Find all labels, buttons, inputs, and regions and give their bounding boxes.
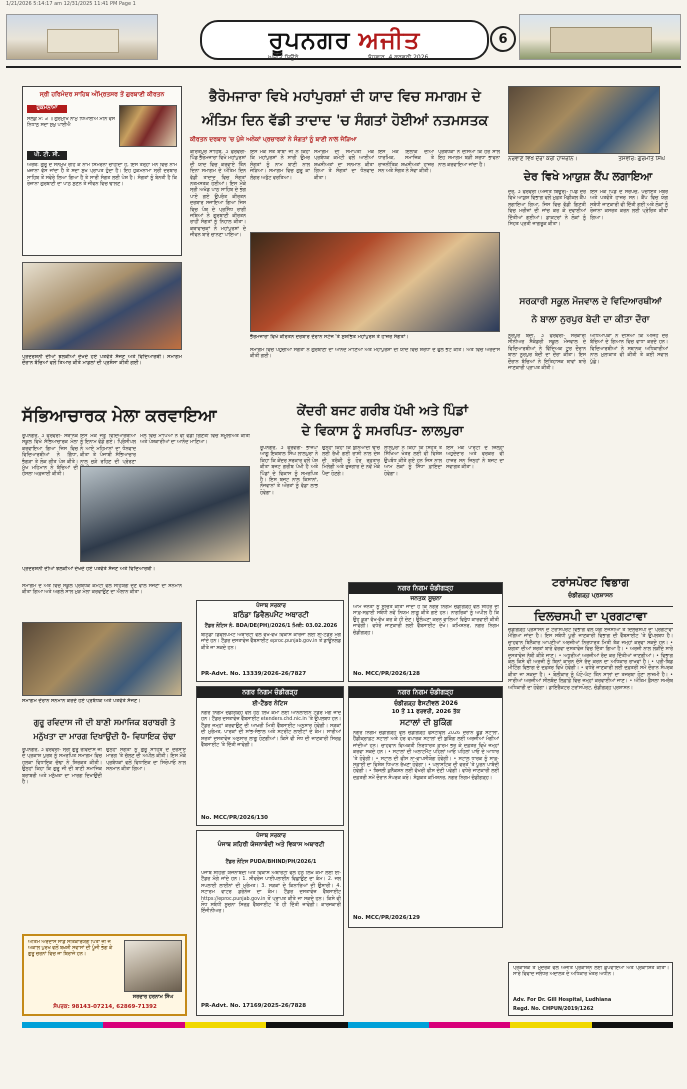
mcc3-no: No. MCC/PR/2026/130	[201, 815, 269, 821]
kirtan-darbar-photo	[250, 232, 500, 332]
event-photo-caption: ਸਮਾਗਮ ਦੌਰਾਨ ਸਨਮਾਨ ਕਰਦੇ ਹੋਏ ਪ੍ਰਬੰਧਕ ਅਤੇ ਪਤਵੰਤੇ ਸੱਜਣ।	[22, 698, 141, 704]
obituary-ad	[22, 934, 187, 1016]
kirtan-photo-caption: ਭੈਰੋਮਜਾਰਾ ਵਿਖੇ ਕੀਰਤਨ ਦਰਬਾਰ ਦੌਰਾਨ ਸਟੇਜ 'ਤੇ ਸੁਸ਼ੋਭਿਤ ਮਹਾਂਪੁਰਸ਼ ਤੇ ਹਾਜ਼ਰ ਸੰਗਤਾਂ।	[250, 334, 409, 340]
page-number: 6	[490, 26, 516, 52]
bda-title: ਪੰਜਾਬ ਸਰਕਾਰ	[256, 603, 286, 609]
bda-tender-ad	[196, 600, 344, 682]
bda-tender-no: ਟੈਂਡਰ ਨੋਟਿਸ ਨੰ. BDA/DE(PH)/2026/1 ਮਿਤੀ: 03.02.2026	[204, 623, 338, 629]
lead-text-col4: ਇਸ ਮੌਕੇ ਇਲਾਕੇ ਦੀਆਂ ਧਾਰਮਿਕ, ਸਮਾਜਿਕ ਤੇ ਰਾਜਨੀਤਿਕ ਸ਼ਖ਼ਸੀਅਤਾਂ ਹਾਜ਼ਰ ਸਨ ਅਤੇ ਸੰਗਤ ਨੇ ਸੇਵਾ ਕੀਤੀ।	[378, 150, 434, 175]
mcc3-sub: ਈ-ਟੈਂਡਰ ਨੋਟਿਸ	[252, 700, 288, 707]
mcc-notice-2	[348, 686, 503, 928]
students-photo-caption: ਪ੍ਰਦਰਸ਼ਨੀ ਦੀਆਂ ਝਲਕੀਆਂ ਦੇਖਦੇ ਹੋਏ ਪਤਵੰਤੇ ਸੱਜਣ ਅਤੇ ਵਿਦਿਆਰਥੀ। ਸਮਾਗਮ ਦੌਰਾਨ ਬੱਚਿਆਂ ਵਲੋਂ ਤਿਆਰ ਕੀਤੇ ਮਾਡਲਾਂ ਦੀ ਪ੍ਰਸ਼ੰਸਾ ਕੀਤੀ ਗਈ।	[22, 354, 182, 367]
culture-photo	[80, 466, 250, 562]
obituary-phone: ਸੰਪਰਕ: 98143-07214, 62869-71392	[53, 1004, 157, 1010]
lead-text-bottom: ਸਮਾਗਮ ਵਿਚ ਪਹੁੰਚੀਆਂ ਸੰਗਤਾਂ ਨੇ ਗੁਰਬਾਣੀ ਦਾ ਆਨੰਦ ਮਾਣਿਆ ਅਤੇ ਮਹਾਂਪੁਰਸ਼ਾਂ ਦੀ ਯਾਦ ਵਿਚ ਸ਼ਰਧਾ ਦੇ ਫੁੱਲ ਭੇਟ ਕੀਤੇ। ਅੰਤ ਵਿਚ ਅਰਦਾਸ ਕੀਤੀ ਗਈ।	[250, 348, 500, 360]
gurbani-sub: ਹੁਕਮਨਾਮਾ	[27, 105, 67, 113]
gurbani-text: ਸਲੋਕੁ ਮ: ੩ ॥ ਗੁਰਮੁਖਿ ਨਾਮੁ ਧਿਆਈਐ ਮਨਿ ਵਸੈ ਨਿਧਾਨੁ ਸਦਾ ਸੁਖੁ ਪਾਈਐ	[27, 117, 115, 129]
mcc1-body: ਆਮ ਜਨਤਾ ਨੂੰ ਸੂਚਿਤ ਕੀਤਾ ਜਾਂਦਾ ਹੈ ਕਿ ਨਗਰ ਨਿਗਮ ਚੰਡੀਗੜ੍ਹ ਵਲੋਂ ਸ਼ਹਿਰ ਦੀ ਸਾਫ਼-ਸਫ਼ਾਈ ਸਬੰਧੀ ਨਵੇਂ ਨਿਯਮ ਲਾਗੂ ਕੀਤੇ ਗਏ ਹਨ। ਨਾਗਰਿਕਾਂ ਨੂੰ ਅਪੀਲ ਹੈ ਕਿ ਉਹ ਕੂੜਾ ਵੱਖ-ਵੱਖ ਕਰ ਕੇ ਹੀ ਦੇਣ। ਉਲੰਘਣਾ ਕਰਨ ਵਾਲਿਆਂ ਵਿਰੁੱਧ ਕਾਰਵਾਈ ਕੀਤੀ ਜਾਵੇਗੀ। ਵਧੇਰੇ ਜਾਣਕਾਰੀ ਲਈ ਵੈੱਬਸਾਈਟ ਦੇਖੋ। ਕਮਿਸ਼ਨਰ, ਨਗਰ ਨਿਗਮ ਚੰਡੀਗੜ੍ਹ।	[353, 605, 499, 636]
budget-text-col1: ਰੂਪਨਗਰ, 3 ਫਰਵਰੀ- ਭਾਜਪਾ ਆਗੂ ਇਕਬਾਲ ਸਿੰਘ ਲਾਲਪੁਰਾ ਨੇ ਕਿਹਾ ਕਿ ਕੇਂਦਰ ਸਰਕਾਰ ਵਲੋਂ ਪੇਸ਼ ਕੀਤਾ ਬਜਟ ਗਰੀਬ ਪੱਖੀ ਹੈ ਅਤੇ ਪਿੰਡਾਂ ਦੇ ਵਿਕਾਸ ਨੂੰ ਸਮਰਪਿਤ ਹੈ। ਇਸ ਬਜਟ ਨਾਲ ਕਿਸਾਨਾਂ, ਨੌਜਵਾਨਾਂ ਤੇ ਔਰਤਾਂ ਨੂੰ ਵੱਡਾ ਲਾਭ ਹੋਵੇਗਾ।	[260, 446, 318, 496]
lead-headline-2: ਅੰਤਿਮ ਦਿਨ ਵੱਡੀ ਤਾਦਾਦ 'ਚ ਸੰਗਤਾਂ ਹੋਈਆਂ ਨਤਮਸਤਕ	[201, 113, 489, 129]
masthead-left-sub: ਅਜੀਤ ਬਿਊਰੋ	[268, 54, 299, 61]
lead-text-col1: ਕੀਰਤਪੁਰ ਸਾਹਿਬ, 3 ਫਰਵਰੀ- ਪਿੰਡ ਭੈਰੋਮਜਾਰਾ ਵਿਖੇ ਮਹਾਂਪੁਰਸ਼ਾਂ ਦੀ ਯਾਦ ਵਿਚ ਕਰਵਾਏ ਤਿੰਨ ਦਿਨਾ ਸਮਾਗਮ ਦੇ ਅੰਤਿਮ ਦਿਨ ਵੱਡੀ ਤਾਦਾਦ ਵਿਚ ਸੰਗਤਾਂ ਨਤਮਸਤਕ ਹੋਈਆਂ। ਇਸ ਮੌਕੇ ਸ੍ਰੀ ਅਖੰਡ ਪਾਠ ਸਾਹਿਬ ਦੇ ਭੋਗ ਪਾਏ ਗਏ ਉਪਰੰਤ ਕੀਰਤਨ ਦਰਬਾਰ ਸਜਾਇਆ ਗਿਆ ਜਿਸ ਵਿਚ ਪੰਥ ਦੇ ਪ੍ਰਸਿੱਧ ਰਾਗੀ ਜਥਿਆਂ ਨੇ ਗੁਰਬਾਣੀ ਕੀਰਤਨ ਰਾਹੀਂ ਸੰਗਤਾਂ ਨੂੰ ਨਿਹਾਲ ਕੀਤਾ। ਕਥਾਵਾਚਕਾਂ ਨੇ ਮਹਾਂਪੁਰਸ਼ਾਂ ਦੇ ਜੀਵਨ ਬਾਰੇ ਚਾਨਣਾ ਪਾਇਆ।	[190, 150, 246, 239]
lead-kicker: ਕੀਰਤਨ ਦਰਬਾਰ 'ਚ ਪੁੱਜੇ ਅਨੇਕਾਂ ਪ੍ਰਚਾਰਕਾਂ ਨੇ ਸੰਗਤਾਂ ਨੂੰ ਬਾਣੀ ਨਾਲ ਜੋੜਿਆ	[190, 136, 357, 143]
budget-headline-2: ਦੇ ਵਿਕਾਸ ਨੂੰ ਸਮਰਪਿਤ- ਲਾਲਪੁਰਾ	[301, 424, 464, 439]
obituary-text: ਅੰਤਿਮ ਅਰਦਾਸ ਸਾਡੇ ਸਤਿਕਾਰਯੋਗ ਪਿਤਾ ਜੀ ਜੋ ਅਕਾਲ ਪੁਰਖ ਵਲੋਂ ਬਖ਼ਸ਼ੀ ਸਵਾਸਾਂ ਦੀ ਪੂੰਜੀ ਭੋਗ ਕੇ ਗੁਰੂ ਚਰਨਾਂ ਵਿਚ ਜਾ ਬਿਰਾਜੇ ਹਨ।	[28, 940, 113, 957]
ayush-photo-caption: ਨਰਵਾਣੇ ਵਿਖੇ ਦੌਰਾ ਕਰੀ ਹਾਜ਼ਰੀਨ।	[508, 156, 578, 162]
mcc3-body: ਨਗਰ ਨਿਗਮ ਚੰਡੀਗੜ੍ਹ ਵਲੋਂ ਹੇਠ ਲਿਖੇ ਕੰਮਾਂ ਲਈ ਆਨਲਾਈਨ ਟੈਂਡਰ ਮੰਗੇ ਜਾਂਦੇ ਹਨ। ਟੈਂਡਰ ਦਸਤਾਵੇਜ਼ ਵੈੱਬਸਾਈਟ etenders.chd.nic.in 'ਤੇ ਉਪਲਬਧ ਹਨ। ਟੈਂਡਰ ਜਮ੍ਹਾਂ ਕਰਵਾਉਣ ਦੀ ਆਖ਼ਰੀ ਮਿਤੀ ਵੈੱਬਸਾਈਟ ਅਨੁਸਾਰ ਹੋਵੇਗੀ। ਸੜਕਾਂ ਦੀ ਮੁਰੰਮਤ, ਪਾਰਕਾਂ ਦੀ ਸਾਂਭ-ਸੰਭਾਲ ਅਤੇ ਸਟਰੀਟ ਲਾਈਟਾਂ ਦੇ ਕੰਮ। ਸਾਰੀਆਂ ਸ਼ਰਤਾਂ ਦਸਤਾਵੇਜ਼ ਅਨੁਸਾਰ ਲਾਗੂ ਹੋਣਗੀਆਂ। ਕਿਸੇ ਵੀ ਸੋਧ ਦੀ ਜਾਣਕਾਰੀ ਸਿਰਫ਼ ਵੈੱਬਸਾਈਟ 'ਤੇ ਦਿੱਤੀ ਜਾਵੇਗੀ।	[201, 711, 341, 749]
mcc2-heading: ਸਟਾਲਾਂ ਦੀ ਬੁਕਿੰਗ	[399, 718, 453, 727]
guru-text-col2: ਉਨ੍ਹਾਂ ਸੰਗਤਾਂ ਨੂੰ ਗੁਰੂ ਸਾਹਿਬ ਦੇ ਦਰਸਾਏ ਮਾਰਗ 'ਤੇ ਚੱਲਣ ਦੀ ਅਪੀਲ ਕੀਤੀ। ਇਸ ਮੌਕੇ ਪ੍ਰਬੰਧਕਾਂ ਵਲੋਂ ਵਿਧਾਇਕ ਦਾ ਸਿਰੋਪਾਓ ਨਾਲ ਸਨਮਾਨ ਕੀਤਾ ਗਿਆ।	[106, 748, 186, 773]
masthead-paper: ਅਜੀਤ	[358, 26, 421, 54]
ayush-camp-photo	[508, 86, 660, 154]
mcc3-title: ਨਗਰ ਨਿਗਮ ਚੰਡੀਗੜ੍ਹ	[197, 687, 343, 698]
lead-text-col5: ਪ੍ਰਬੰਧਕਾਂ ਨੇ ਦੱਸਿਆ ਕਿ ਹਰ ਸਾਲ ਇਹ ਸਮਾਗਮ ਬੜੀ ਸ਼ਰਧਾ ਭਾਵਨਾ ਨਾਲ ਕਰਵਾਇਆ ਜਾਂਦਾ ਹੈ।	[438, 150, 500, 168]
culture-caption: ਪ੍ਰਦਰਸ਼ਨੀ ਦੀਆਂ ਝਲਕੀਆਂ ਦੇਖਦੇ ਹੋਏ ਪਤਵੰਤੇ ਸੱਜਣ ਅਤੇ ਵਿਦਿਆਰਥੀ।	[22, 566, 156, 572]
golden-temple-photo	[119, 105, 177, 147]
bda-pr-no: PR-Advt. No. 13339/2026-26/7827	[201, 671, 307, 677]
puda-tender-no: ਟੈਂਡਰ ਨੋਟਿਸ PUDA/BHIND/PH/2026/1	[225, 859, 317, 865]
masthead-date: ਬੁੱਧਵਾਰ, 4 ਫਰਵਰੀ 2026	[368, 54, 429, 61]
puda-body: ਪੰਜਾਬ ਸ਼ਹਿਰੀ ਯੋਜਨਾਬੰਦੀ ਅਤੇ ਵਿਕਾਸ ਅਥਾਰਟੀ ਵਲੋਂ ਹੇਠ ਲਿਖੇ ਕੰਮਾਂ ਲਈ ਈ-ਟੈਂਡਰ ਮੰਗੇ ਜਾਂਦੇ ਹਨ। 1. ਸੀਵਰੇਜ ਪਾਈਪਲਾਈਨ ਵਿਛਾਉਣ ਦਾ ਕੰਮ। 2. ਜਲ ਸਪਲਾਈ ਲਾਈਨਾਂ ਦੀ ਮੁਰੰਮਤ। 3. ਸੜਕਾਂ ਦੇ ਕਿਨਾਰਿਆਂ ਦੀ ਉਸਾਰੀ। 4. ਸਟਾਰਮ ਵਾਟਰ ਡਰੇਨੇਜ ਦਾ ਕੰਮ। ਟੈਂਡਰ ਦਸਤਾਵੇਜ਼ ਵੈੱਬਸਾਈਟ https://eproc.punjab.gov.in ਤੋਂ ਪ੍ਰਾਪਤ ਕੀਤੇ ਜਾ ਸਕਦੇ ਹਨ। ਕਿਸੇ ਵੀ ਸੋਧ ਸਬੰਧੀ ਸੂਚਨਾ ਸਿਰਫ਼ ਵੈੱਬਸਾਈਟ 'ਤੇ ਹੀ ਦਿੱਤੀ ਜਾਵੇਗੀ। ਕਾਰਜਕਾਰੀ ਇੰਜੀਨੀਅਰ।	[201, 871, 341, 915]
transport-headline: ਟਰਾਂਸਪੋਰਟ ਵਿਭਾਗ	[551, 576, 630, 589]
mcc2-sub: ਚੰਡੀਗੜ੍ਹ ਫੈਸਟੀਵਲ 2026	[394, 700, 458, 707]
ayush-text-col2: ਇਸ ਮੌਕੇ ਪਿੰਡ ਦੇ ਸਰਪੰਚ, ਪੰਚਾਇਤ ਮੈਂਬਰ ਅਤੇ ਪਤਵੰਤੇ ਹਾਜ਼ਰ ਸਨ। ਕੈਂਪ ਵਿਚ ਯੋਗ ਸਬੰਧੀ ਜਾਣਕਾਰੀ ਵੀ ਦਿੱਤੀ ਗਈ ਅਤੇ ਲੋਕਾਂ ਨੂੰ ਰੋਜ਼ਾਨਾ ਕਸਰਤ ਕਰਨ ਲਈ ਪ੍ਰੇਰਿਤ ਕੀਤਾ ਗਿਆ।	[590, 190, 668, 221]
ayush-headline: ਦੇਰ ਵਿਖੇ ਆਯੁਸ਼ ਕੈਂਪ ਲਗਾਇਆ	[523, 170, 653, 183]
mcc-notice-3	[196, 686, 344, 826]
lead-text-col3: ਸਮਾਗਮ ਦੀ ਸਮਾਪਤੀ ਮੌਕੇ ਪ੍ਰਬੰਧਕ ਕਮੇਟੀ ਵਲੋਂ ਆਈਆਂ ਸ਼ਖ਼ਸੀਅਤਾਂ ਦਾ ਸਨਮਾਨ ਕੀਤਾ ਗਿਆ ਤੇ ਸੰਗਤਾਂ ਦਾ ਧੰਨਵਾਦ ਕੀਤਾ।	[314, 150, 374, 181]
mcc-notice-1	[348, 582, 503, 682]
mcc2-no: No. MCC/PR/2026/129	[353, 915, 421, 921]
puda-org: ਪੰਜਾਬ ਸ਼ਹਿਰੀ ਯੋਜਨਾਬੰਦੀ ਅਤੇ ਵਿਕਾਸ ਅਥਾਰਟੀ	[217, 841, 325, 848]
ayush-text-col1: ਦੇਰ, 3 ਫਰਵਰੀ (ਅਜੀਤ ਬਿਊਰੋ)- ਪਿੰਡ ਦੇਰ ਵਿਖੇ ਆਯੁਸ਼ ਵਿਭਾਗ ਵਲੋਂ ਮੁਫ਼ਤ ਮੈਡੀਕਲ ਕੈਂਪ ਲਗਾਇਆ ਗਿਆ, ਜਿਸ ਵਿਚ ਵੱਡੀ ਗਿਣਤੀ ਵਿਚ ਮਰੀਜ਼ਾਂ ਦੀ ਜਾਂਚ ਕਰ ਕੇ ਦਵਾਈਆਂ ਦਿੱਤੀਆਂ ਗਈਆਂ। ਡਾਕਟਰਾਂ ਨੇ ਲੋਕਾਂ ਨੂੰ ਸਿਹਤ ਪ੍ਰਤੀ ਜਾਗਰੂਕ ਕੀਤਾ।	[508, 190, 586, 228]
ayush-photo-credit: ਤਸਵੀਰ: ਗੁਰਮੀਤ ਸਿੰਘ	[618, 156, 665, 162]
masthead-city: ਰੂਪਨਗਰ	[268, 26, 351, 54]
budget-headline-1: ਕੇਂਦਰੀ ਬਜਟ ਗਰੀਬ ਪੱਖੀ ਅਤੇ ਪਿੰਡਾਂ	[297, 404, 468, 419]
print-line: 1/21/2026 5:14:17 am 12/31/2025 11:41 PM Page 1	[6, 1, 136, 7]
hospital-notice-body: ਪ੍ਰਕਾਸ਼ਕ ਤੇ ਮੁਦਰਕ ਵਲੋਂ ਅਜੀਤ ਪ੍ਰਕਾਸ਼ਨ ਲਈ ਛਪਵਾਇਆ ਅਤੇ ਪ੍ਰਕਾਸ਼ਿਤ ਕੀਤਾ। ਸਾਰੇ ਵਿਵਾਦ ਜਲੰਧਰ ਅਦਾਲਤ ਦੇ ਅਧਿਕਾਰ ਖੇਤਰ ਅਧੀਨ।	[513, 966, 669, 978]
lead-headline-1: ਭੈਰੋਮਜਾਰਾ ਵਿਖੇ ਮਹਾਂਪੁਰਸ਼ਾਂ ਦੀ ਯਾਦ ਵਿਚ ਸਮਾਗਮ ਦੇ	[209, 89, 481, 105]
masthead-rule	[6, 66, 681, 68]
budget-text-col4: ਇਸ ਮੌਕੇ ਪਾਰਟੀ ਦੇ ਜ਼ਿਲ੍ਹਾ ਅਹੁਦੇਦਾਰ ਅਤੇ ਵਰਕਰ ਵੀ ਹਾਜ਼ਰ ਸਨ ਜਿਨ੍ਹਾਂ ਨੇ ਬਜਟ ਦਾ ਸਵਾਗਤ ਕੀਤਾ।	[446, 446, 504, 471]
guru-headline-2: ਮਨੁੱਖਤਾ ਦਾ ਮਾਰਗ ਦਿਖਾਉਂਦੀ ਹੈ- ਵਿਧਾਇਕ ਚੱਢਾ	[33, 732, 176, 741]
transport-title: ਦਿਲਚਸਪੀ ਦਾ ਪ੍ਰਗਟਾਵਾ	[508, 606, 673, 624]
hospital-notice-title: Adv. For Dr. Gill Hospital, Ludhiana	[513, 997, 612, 1003]
hospital-notice-no: Regd. No. CHPUN/2019/1262	[513, 1006, 594, 1012]
mcc1-sub: ਜਨਤਕ ਸੂਚਨਾ	[410, 595, 442, 602]
school-headline-2: ਨੇ ਬਾਲਾ ਨੁਰਪੁਰ ਬੇਦੀ ਦਾ ਕੀਤਾ ਦੌਰਾ	[531, 315, 650, 325]
school-text-col2: ਅਧਿਆਪਕਾਂ ਨੇ ਦੱਸਿਆ ਕਿ ਅਜਿਹੇ ਦੌਰੇ ਬੱਚਿਆਂ ਦੇ ਗਿਆਨ ਵਿਚ ਵਾਧਾ ਕਰਦੇ ਹਨ। ਵਿਦਿਆਰਥੀਆਂ ਨੇ ਸਥਾਨਕ ਅਧਿਕਾਰੀਆਂ ਨਾਲ ਮੁਲਾਕਾਤ ਵੀ ਕੀਤੀ ਤੇ ਕਈ ਸਵਾਲ ਪੁੱਛੇ।	[590, 334, 668, 365]
guru-headline-1: ਗੁਰੂ ਰਵਿਦਾਸ ਜੀ ਦੀ ਬਾਣੀ ਸਮਾਜਿਕ ਬਰਾਬਰੀ ਤੇ	[33, 718, 176, 727]
hospital-notice	[508, 962, 673, 1016]
bda-org: ਬਠਿੰਡਾ ਡਿਵੈਲਪਮੈਂਟ ਅਥਾਰਟੀ	[233, 611, 309, 619]
culture-text-col2: ਇਸ ਮੌਕੇ ਜੇਤੂ ਵਿਦਿਆਰਥੀਆਂ ਨੂੰ ਇਨਾਮ ਵੰਡੇ ਗਏ। ਪ੍ਰਿੰਸੀਪਲ ਨੇ ਆਏ ਮਹਿਮਾਨਾਂ ਦਾ ਧੰਨਵਾਦ ਕੀਤਾ ਤੇ ਪੰਜਾਬੀ ਸੱਭਿਆਚਾਰ ਨਾਲ ਜੁੜੇ ਰਹਿਣ ਦੀ ਪ੍ਰੇਰਣਾ	[80, 434, 136, 465]
school-text-col1: ਨੂਰਪੁਰ ਬੇਦੀ, 3 ਫਰਵਰੀ- ਸਰਕਾਰੀ ਸੀਨੀਅਰ ਸੈਕੰਡਰੀ ਸਕੂਲ ਮੌਜਵਾਲ ਦੇ ਵਿਦਿਆਰਥੀਆਂ ਨੇ ਵਿੱਦਿਅਕ ਟੂਰ ਦੌਰਾਨ ਬਾਲਾ ਨੂਰਪੁਰ ਬੇਦੀ ਦਾ ਦੌਰਾ ਕੀਤਾ। ਇਸ ਦੌਰਾਨ ਬੱਚਿਆਂ ਨੇ ਇਤਿਹਾਸਕ ਥਾਵਾਂ ਬਾਰੇ ਜਾਣਕਾਰੀ ਪ੍ਰਾਪਤ ਕੀਤੀ।	[508, 334, 586, 372]
culture-text-col1: ਰੂਪਨਗਰ, 3 ਫਰਵਰੀ- ਸਥਾਨਕ ਸਕੂਲ ਵਿਖੇ ਸੱਭਿਆਚਾਰਕ ਮੇਲਾ ਕਰਵਾਇਆ ਗਿਆ ਜਿਸ ਵਿਚ ਵਿਦਿਆਰਥੀਆਂ ਨੇ ਗਿੱਧਾ, ਭੰਗੜਾ ਤੇ ਲੋਕ ਗੀਤ ਪੇਸ਼ ਕੀਤੇ। ਮੁੱਖ ਮਹਿਮਾਨ ਨੇ ਬੱਚਿਆਂ ਦੀ ਹੌਸਲਾ ਅਫ਼ਜ਼ਾਈ ਕੀਤੀ।	[22, 434, 78, 478]
gurbani-body: ਅਰਥ: ਗੁਰੂ ਦੇ ਸਨਮੁਖ ਰਹਿ ਕੇ ਨਾਮ ਸਿਮਰਨਾ ਚਾਹੀਦਾ ਹੈ, ਇਸ ਤਰ੍ਹਾਂ ਮਨ ਵਿਚ ਨਾਮ ਖ਼ਜ਼ਾਨਾ ਵੱਸ ਜਾਂਦਾ ਹੈ ਤੇ ਸਦਾ ਸੁਖ ਪ੍ਰਾਪਤ ਹੁੰਦਾ ਹੈ। ਇਹ ਹੁਕਮਨਾਮਾ ਸ੍ਰੀ ਦਰਬਾਰ ਸਾਹਿਬ ਤੋਂ ਸਵੇਰੇ ਲਿਆ ਗਿਆ ਹੈ ਤੇ ਸਾਰੀ ਸੰਗਤ ਲਈ ਪੇਸ਼ ਹੈ। ਸੰਗਤਾਂ ਨੂੰ ਬੇਨਤੀ ਹੈ ਕਿ ਰੋਜ਼ਾਨਾ ਗੁਰਬਾਣੀ ਦਾ ਪਾਠ ਸੁਣਨ ਤੇ ਜੀਵਨ ਵਿਚ ਢਾਲਣ।	[27, 163, 177, 188]
puda-title: ਪੰਜਾਬ ਸਰਕਾਰ	[256, 833, 286, 839]
mcc1-title: ਨਗਰ ਨਿਗਮ ਚੰਡੀਗੜ੍ਹ	[349, 583, 502, 594]
mcc2-title: ਨਗਰ ਨਿਗਮ ਚੰਡੀਗੜ੍ਹ	[349, 687, 502, 698]
culture-text-col3: ਮੇਲੇ ਵਿਚ ਮਾਪਿਆਂ ਨੇ ਵੀ ਵੱਡੀ ਗਿਣਤੀ ਵਿਚ ਸ਼ਮੂਲੀਅਤ ਕੀਤੀ ਅਤੇ ਪੇਸ਼ਕਾਰੀਆਂ ਦਾ ਆਨੰਦ ਮਾਣਿਆ।	[140, 434, 250, 446]
transport-sub: ਚੰਡੀਗੜ੍ਹ ਪ੍ਰਸ਼ਾਸਨ	[568, 592, 613, 599]
obituary-photo	[124, 940, 182, 992]
guru-text-col1: ਰੂਪਨਗਰ, 3 ਫਰਵਰੀ- ਸ੍ਰੀ ਗੁਰੂ ਰਵਿਦਾਸ ਜੀ ਦੇ ਪ੍ਰਕਾਸ਼ ਪੁਰਬ ਨੂੰ ਸਮਰਪਿਤ ਸਮਾਗਮ ਵਿਚ ਹਲਕਾ ਵਿਧਾਇਕ ਚੱਢਾ ਨੇ ਸ਼ਿਰਕਤ ਕੀਤੀ। ਉਨ੍ਹਾਂ ਕਿਹਾ ਕਿ ਗੁਰੂ ਜੀ ਦੀ ਬਾਣੀ ਸਮਾਜਿਕ ਬਰਾਬਰੀ ਅਤੇ ਮਨੁੱਖਤਾ ਦਾ ਮਾਰਗ ਦਿਖਾਉਂਦੀ ਹੈ।	[22, 748, 102, 786]
bda-body: ਬਠਿੰਡਾ ਡਿਵੈਲਪਮੈਂਟ ਅਥਾਰਟੀ ਵਲੋਂ ਵੱਖ-ਵੱਖ ਵਿਕਾਸ ਕਾਰਜਾਂ ਲਈ ਈ-ਟੈਂਡਰ ਮੰਗੇ ਜਾਂਦੇ ਹਨ। ਟੈਂਡਰ ਦਸਤਾਵੇਜ਼ ਵੈੱਬਸਾਈਟ eproc.punjab.gov.in ਤੋਂ ਡਾਊਨਲੋਡ ਕੀਤੇ ਜਾ ਸਕਦੇ ਹਨ।	[201, 633, 341, 651]
masthead-banner	[200, 20, 489, 60]
gurbani-title: ਸ੍ਰੀ ਹਰਿਮੰਦਰ ਸਾਹਿਬ ਅੰਮ੍ਰਿਤਸਰ ਤੋਂ ਗੁਰਬਾਣੀ ਕੀਰਤਨ	[39, 91, 165, 98]
mcc2-body: ਨਗਰ ਨਿਗਮ ਚੰਡੀਗੜ੍ਹ ਵਲੋਂ ਚੰਡੀਗੜ੍ਹ ਫੈਸਟੀਵਲ 2026 ਦੌਰਾਨ ਫੂਡ ਸਟਾਲਾਂ, ਹੈਂਡੀਕ੍ਰਾਫ਼ਟ ਸਟਾਲਾਂ ਅਤੇ ਹੋਰ ਵਪਾਰਕ ਸਟਾਲਾਂ ਦੀ ਬੁਕਿੰਗ ਲਈ ਅਰਜ਼ੀਆਂ ਮੰਗੀਆਂ ਜਾਂਦੀਆਂ ਹਨ। ਚਾਹਵਾਨ ਵਿਅਕਤੀ ਨਿਰਧਾਰਤ ਫ਼ਾਰਮ ਭਰ ਕੇ ਦਫ਼ਤਰ ਵਿਖੇ ਜਮ੍ਹਾਂ ਕਰਵਾ ਸਕਦੇ ਹਨ। • ਸਟਾਲਾਂ ਦੀ ਅਲਾਟਮੈਂਟ ਪਹਿਲਾਂ ਆਓ ਪਹਿਲਾਂ ਪਾਓ ਦੇ ਆਧਾਰ 'ਤੇ ਹੋਵੇਗੀ। • ਸਟਾਲ ਦੀ ਫੀਸ ਨਾ-ਵਾਪਸੀਯੋਗ ਹੋਵੇਗੀ। • ਸਟਾਲ ਧਾਰਕ ਨੂੰ ਸਾਫ਼-ਸਫ਼ਾਈ ਦਾ ਵਿਸ਼ੇਸ਼ ਧਿਆਨ ਰੱਖਣਾ ਹੋਵੇਗਾ। • ਪਲਾਸਟਿਕ ਦੀ ਵਰਤੋਂ 'ਤੇ ਪੂਰਨ ਪਾਬੰਦੀ ਹੋਵੇਗੀ। • ਬਿਜਲੀ ਕੁਨੈਕਸ਼ਨ ਲਈ ਵੱਖਰੀ ਫੀਸ ਦੇਣੀ ਪਵੇਗੀ। ਵਧੇਰੇ ਜਾਣਕਾਰੀ ਲਈ ਦਫ਼ਤਰੀ ਸਮੇਂ ਦੌਰਾਨ ਸੰਪਰਕ ਕਰੋ। ਸੰਯੁਕਤ ਕਮਿਸ਼ਨਰ, ਨਗਰ ਨਿਗਮ ਚੰਡੀਗੜ੍ਹ।	[353, 731, 499, 781]
culture-text-bottom: ਸਮਾਗਮ ਦੇ ਅੰਤ ਵਿਚ ਸਕੂਲ ਪ੍ਰਬੰਧਕ ਕਮੇਟੀ ਵਲੋਂ ਸਹਿਯੋਗ ਦੇਣ ਵਾਲੇ ਸੱਜਣਾਂ ਦਾ ਸਨਮਾਨ ਕੀਤਾ ਗਿਆ ਅਤੇ ਅਗਲੇ ਸਾਲ ਮੁੜ ਮੇਲਾ ਕਰਵਾਉਣ ਦਾ ਐਲਾਨ ਕੀਤਾ।	[22, 584, 182, 596]
transport-body: ਚੰਡੀਗੜ੍ਹ ਪ੍ਰਸ਼ਾਸਨ ਦੇ ਟਰਾਂਸਪੋਰਟ ਵਿਭਾਗ ਵਲੋਂ ਯੋਗ ਏਜੰਸੀਆਂ ਤੋਂ ਦਿਲਚਸਪੀ ਦਾ ਪ੍ਰਗਟਾਵਾ ਮੰਗਿਆ ਜਾਂਦਾ ਹੈ। ਇਸ ਸਬੰਧੀ ਪੂਰੀ ਜਾਣਕਾਰੀ ਵਿਭਾਗ ਦੀ ਵੈੱਬਸਾਈਟ 'ਤੇ ਉਪਲਬਧ ਹੈ। ਚਾਹਵਾਨ ਬਿਨੈਕਾਰ ਆਪਣੀਆਂ ਅਰਜ਼ੀਆਂ ਨਿਰਧਾਰਤ ਮਿਤੀ ਤੱਕ ਜਮ੍ਹਾਂ ਕਰਵਾ ਸਕਦੇ ਹਨ। • ਯੋਗਤਾ ਦੀਆਂ ਸ਼ਰਤਾਂ ਬਾਰੇ ਵੇਰਵਾ ਦਸਤਾਵੇਜ਼ ਵਿਚ ਦਿੱਤਾ ਗਿਆ ਹੈ। • ਅਰਜ਼ੀ ਨਾਲ ਲੋੜੀਂਦੇ ਸਾਰੇ ਦਸਤਾਵੇਜ਼ ਨੱਥੀ ਕੀਤੇ ਜਾਣ। • ਅਧੂਰੀਆਂ ਅਰਜ਼ੀਆਂ ਰੱਦ ਕਰ ਦਿੱਤੀਆਂ ਜਾਣਗੀਆਂ। • ਵਿਭਾਗ ਕੋਲ ਕਿਸੇ ਵੀ ਅਰਜ਼ੀ ਨੂੰ ਬਿਨਾਂ ਕਾਰਨ ਦੱਸੇ ਰੱਦ ਕਰਨ ਦਾ ਅਧਿਕਾਰ ਰਾਖਵਾਂ ਹੈ। • ਪ੍ਰੀ-ਬਿਡ ਮੀਟਿੰਗ ਵਿਭਾਗ ਦੇ ਦਫ਼ਤਰ ਵਿਖੇ ਹੋਵੇਗੀ। • ਵਧੇਰੇ ਜਾਣਕਾਰੀ ਲਈ ਦਫ਼ਤਰੀ ਸਮੇਂ ਦੌਰਾਨ ਸੰਪਰਕ ਕੀਤਾ ਜਾ ਸਕਦਾ ਹੈ। • ਬੋਲੀਕਾਰ ਨੂੰ ਘੱਟੋ-ਘੱਟ ਤਿੰਨ ਸਾਲਾਂ ਦਾ ਤਜਰਬਾ ਹੋਣਾ ਲਾਜ਼ਮੀ ਹੈ। • ਸਾਰੀਆਂ ਅਰਜ਼ੀਆਂ ਸੀਲਬੰਦ ਲਿਫ਼ਾਫ਼ੇ ਵਿਚ ਜਮ੍ਹਾਂ ਕਰਵਾਈਆਂ ਜਾਣ। • ਅੰਤਿਮ ਫ਼ੈਸਲਾ ਸਮਰੱਥ ਅਧਿਕਾਰੀ ਦਾ ਹੋਵੇਗਾ। ਡਾਇਰੈਕਟਰ ਟਰਾਂਸਪੋਰਟ, ਚੰਡੀਗੜ੍ਹ ਪ੍ਰਸ਼ਾਸਨ।	[508, 628, 673, 691]
event-photo	[22, 622, 182, 696]
students-photo	[22, 262, 182, 350]
obituary-name: ਸਰਦਾਰ ਹਰਨਾਮ ਸਿੰਘ	[132, 994, 174, 1000]
color-registration-strip	[22, 1022, 673, 1028]
ptc-label: ਪੀ. ਟੀ. ਸੀ.	[27, 151, 67, 160]
masthead-right-photo	[519, 14, 681, 60]
mcc1-no: No. MCC/PR/2026/128	[353, 671, 421, 677]
culture-headline: ਸੱਭਿਆਚਾਰਕ ਮੇਲਾ ਕਰਵਾਇਆ	[22, 406, 217, 426]
school-headline-1: ਸਰਕਾਰੀ ਸਕੂਲ ਮੌਜਵਾਲ ਦੇ ਵਿਦਿਆਰਥੀਆਂ	[519, 297, 662, 307]
mcc2-date: 10 ਤੋਂ 11 ਫਰਵਰੀ, 2026 ਤੱਕ	[391, 709, 461, 715]
masthead	[0, 12, 687, 64]
gurbani-box	[22, 86, 182, 256]
lead-text-col2: ਇਸ ਮੌਕੇ ਸੰਤ ਬਾਬਾ ਜੀ ਨੇ ਕਿਹਾ ਕਿ ਮਹਾਂਪੁਰਸ਼ਾਂ ਨੇ ਸਾਰੀ ਉਮਰ ਸੰਗਤਾਂ ਨੂੰ ਨਾਮ ਬਾਣੀ ਨਾਲ ਜੋੜਿਆ। ਸਮਾਗਮ ਵਿਚ ਗੁਰੂ ਕਾ ਲੰਗਰ ਅਤੁੱਟ ਵਰਤਿਆ।	[250, 150, 310, 181]
budget-text-col2: ਉਨ੍ਹਾਂ ਕਿਹਾ ਕਿ ਬੁਨਿਆਦੀ ਢਾਂਚੇ ਲਈ ਰੱਖੀ ਗਈ ਰਾਸ਼ੀ ਨਾਲ ਦੇਸ਼ ਦੀ ਤਰੱਕੀ ਨੂੰ ਹੋਰ ਰਫ਼ਤਾਰ ਮਿਲੇਗੀ ਅਤੇ ਰੁਜ਼ਗਾਰ ਦੇ ਨਵੇਂ ਮੌਕੇ ਪੈਦਾ ਹੋਣਗੇ।	[322, 446, 380, 477]
budget-text-col3: ਲਾਲਪੁਰਾ ਨੇ ਕਿਹਾ ਕਿ ਸਿਹਤ ਤੇ ਸਿੱਖਿਆ ਖੇਤਰ ਲਈ ਵੀ ਵਿਸ਼ੇਸ਼ ਉਪਬੰਧ ਕੀਤੇ ਗਏ ਹਨ ਜਿਸ ਨਾਲ ਆਮ ਲੋਕਾਂ ਨੂੰ ਸਿੱਧਾ ਫ਼ਾਇਦਾ ਹੋਵੇਗਾ।	[384, 446, 442, 477]
masthead-left-photo	[6, 14, 158, 60]
puda-tender-ad	[196, 830, 344, 1016]
puda-pr-no: PR-Advt. No. 17169/2025-26/7828	[201, 1003, 307, 1009]
